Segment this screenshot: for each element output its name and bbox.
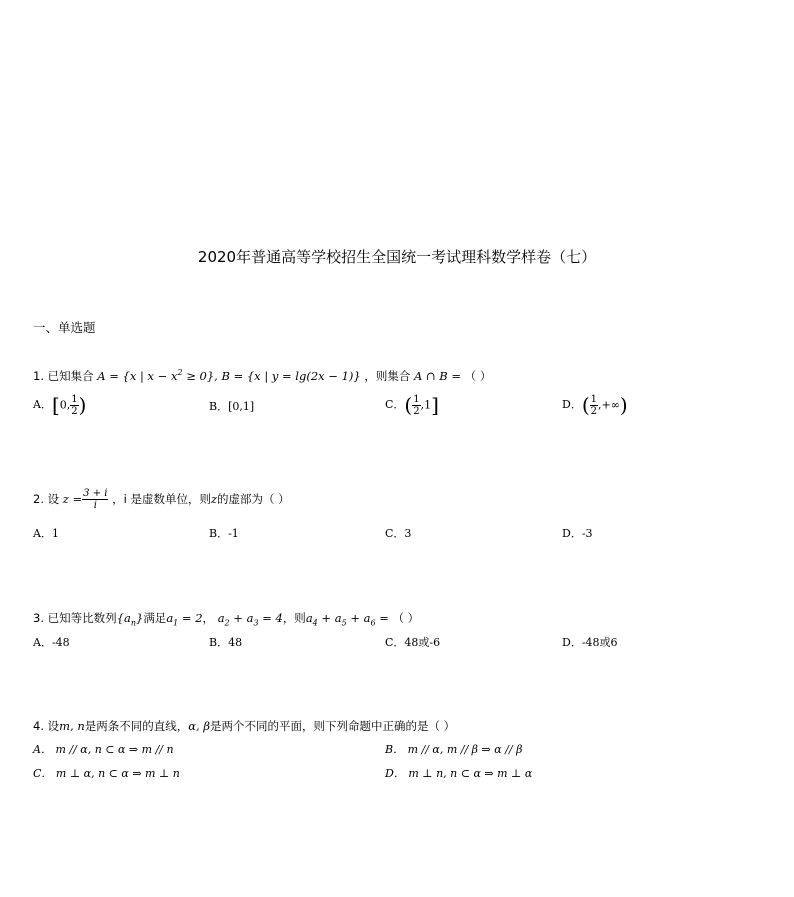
q1-option-b[interactable]: B．[0,1] [209, 400, 255, 413]
set-b: , B = {x | y = lg(2x − 1)} [214, 369, 361, 383]
q4-option-a[interactable]: A． m // α, n ⊂ α ⇒ m // n [33, 743, 174, 756]
question-3: 3. 已知等比数列$\{a_n\}$满足$a_1 = 2$， $a_2 + a_3 = 4$，则$a_4 + a_5 + a_6$ = （ ） [33, 611, 420, 628]
question-number: 4. [33, 719, 44, 733]
q2-option-b[interactable]: B．-1 [209, 527, 239, 540]
question-number: 1. [33, 369, 44, 383]
section-heading: 一、单选题 [33, 320, 96, 335]
condition-1: $a_1 = 2$ [166, 611, 203, 628]
question-text: ，则集合 [364, 369, 411, 383]
intersection-expr: A ∩ B = [414, 369, 462, 383]
q2-option-d[interactable]: D．-3 [562, 527, 593, 540]
q1-option-c[interactable]: C．( $\frac{1}{2}$ ,1] [385, 393, 439, 417]
q4-option-c[interactable]: C． m ⊥ α, n ⊂ α ⇒ m ⊥ n [33, 767, 180, 780]
question-2: 2. 设 z = $\frac{3 + i}{i}$ ，i 是虚数单位，则z的虚部为（ ） [33, 488, 290, 511]
set-a: A = {x | $x - x^2 \ge 0$} [97, 368, 215, 383]
question-4: 4. 设m, n是两条不同的直线，α, β是两个不同的平面，则下列命题中正确的是（ ） [33, 719, 456, 733]
condition-2: $a_2 + a_3 = 4$ [217, 611, 283, 628]
q2-option-a[interactable]: A．1 [33, 527, 59, 540]
q2-option-c[interactable]: C．3 [385, 527, 412, 540]
exam-title: 2020年普通高等学校招生全国统一考试理科数学样卷（七） [197, 248, 597, 266]
question-text: 已知集合 [47, 369, 94, 383]
q3-option-a[interactable]: A．-48 [33, 636, 70, 649]
q1-option-d[interactable]: D．( $\frac{1}{2}$ ,+∞) [562, 393, 628, 417]
q4-option-d[interactable]: D． m ⊥ n, n ⊂ α ⇒ m ⊥ α [385, 767, 533, 780]
question-number: 2. [33, 492, 44, 506]
question-1 [33, 368, 491, 384]
q3-option-b[interactable]: B．48 [209, 636, 243, 649]
q4-option-b[interactable]: B． m // α, m // β ⇒ α // β [385, 743, 523, 756]
question-number: 3. [33, 611, 44, 625]
q3-option-d[interactable]: D．-48或6 [562, 636, 618, 649]
sequence: $\{a_n\}$ [116, 611, 144, 628]
target-expr: $a_4 + a_5 + a_6$ = [305, 611, 389, 628]
q3-option-c[interactable]: C．48或-6 [385, 636, 441, 649]
fraction: $\frac{3 + i}{i}$ [83, 488, 108, 511]
q1-option-a[interactable]: A．[0, $\frac{1}{2}$ ) [33, 393, 87, 417]
answer-paren: （ ） [464, 369, 492, 383]
